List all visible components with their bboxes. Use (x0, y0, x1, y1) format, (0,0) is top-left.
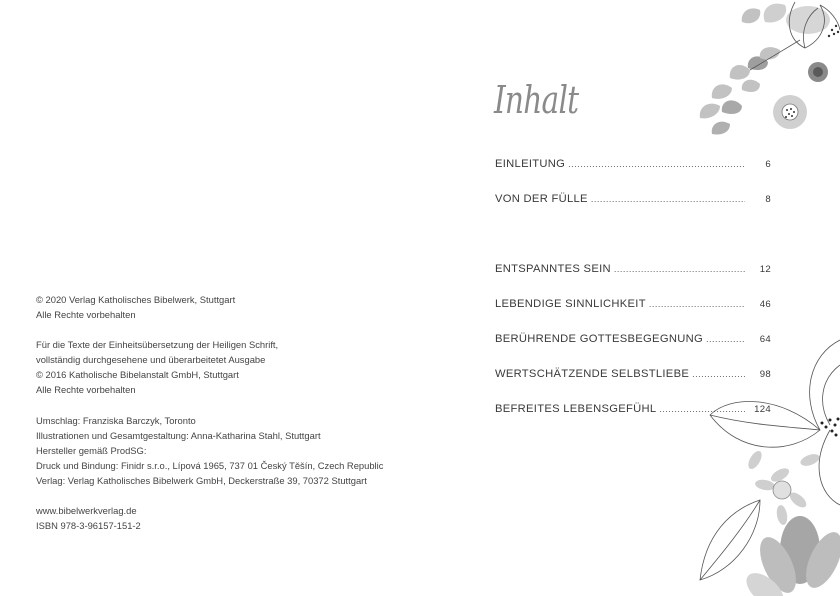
toc-entry-label: VON DER FÜLLE (495, 193, 588, 205)
imprint-line: © 2020 Verlag Katholisches Bibelwerk, Stuttgart (36, 294, 236, 305)
toc-title: Inhalt (494, 78, 579, 122)
toc-entry-lebendige-sinnlichkeit[interactable] (495, 298, 771, 310)
imprint-line: Alle Rechte vorbehalten (36, 384, 136, 396)
toc-entry-page: 98 (759, 369, 771, 380)
floral-illustration-top-icon (690, 0, 840, 140)
toc-entry-page: 46 (759, 299, 771, 310)
imprint-line: Druck und Bindung: Finidr s.r.o., Lípová 1965, 737 01 Český Těšín, Czech Republic (36, 459, 384, 471)
imprint-isbn: ISBN 978-3-96157-151-2 (36, 520, 141, 532)
toc-entry-page: 6 (765, 159, 771, 170)
imprint-line: © 2016 Katholische Bibelanstalt GmbH, Stuttgart (36, 369, 239, 381)
toc-entry-label: EINLEITUNG (495, 158, 566, 170)
toc-entry-label: WERTSCHÄTZENDE SELBSTLIEBE (495, 368, 690, 380)
toc-entry-label: BEFREITES LEBENSGEFÜHL (495, 403, 657, 415)
imprint-line: Hersteller gemäß ProdSG: (36, 444, 147, 456)
toc-entry-page: 12 (759, 264, 771, 275)
imprint-line: Verlag: Verlag Katholisches Bibelwerk GmbH, Deckerstraße 39, 70372 Stuttgart (36, 474, 367, 486)
toc-leader-dots (568, 159, 745, 169)
imprint-line: Illustrationen und Gesamtgestaltung: Anna-Katharina Stahl, Stuttgart (36, 429, 321, 441)
toc-leader-dots (614, 264, 745, 274)
floral-illustration-bottom-icon (690, 335, 840, 596)
toc-entry-label: ENTSPANNTES SEIN (495, 263, 611, 275)
toc-entry-page: 64 (759, 334, 771, 345)
toc-entry-page: 8 (765, 194, 771, 205)
imprint-line: Alle Rechte vorbehalten (36, 309, 136, 321)
toc-entry-label: BERÜHRENDE GOTTESBEGEGNUNG (495, 333, 703, 345)
toc-entry-page: 124 (754, 404, 771, 415)
imprint-url[interactable]: www.bibelwerkverlag.de (36, 505, 137, 517)
toc-leader-dots (591, 194, 745, 204)
imprint-line: Für die Texte der Einheitsübersetzung der Heiligen Schrift, (36, 339, 279, 351)
imprint-block (36, 292, 416, 533)
toc-entry-von-der-fuelle[interactable] (495, 193, 771, 205)
imprint-line: Umschlag: Franziska Barczyk, Toronto (36, 414, 196, 426)
toc-leader-dots (649, 299, 745, 309)
imprint-line: vollständig durchgesehene und überarbeitetet Ausgabe (36, 354, 266, 366)
toc-entry-entspanntes-sein[interactable] (495, 263, 771, 275)
toc-entry-einleitung[interactable] (495, 158, 771, 170)
toc-entry-label: LEBENDIGE SINNLICHKEIT (495, 298, 646, 310)
